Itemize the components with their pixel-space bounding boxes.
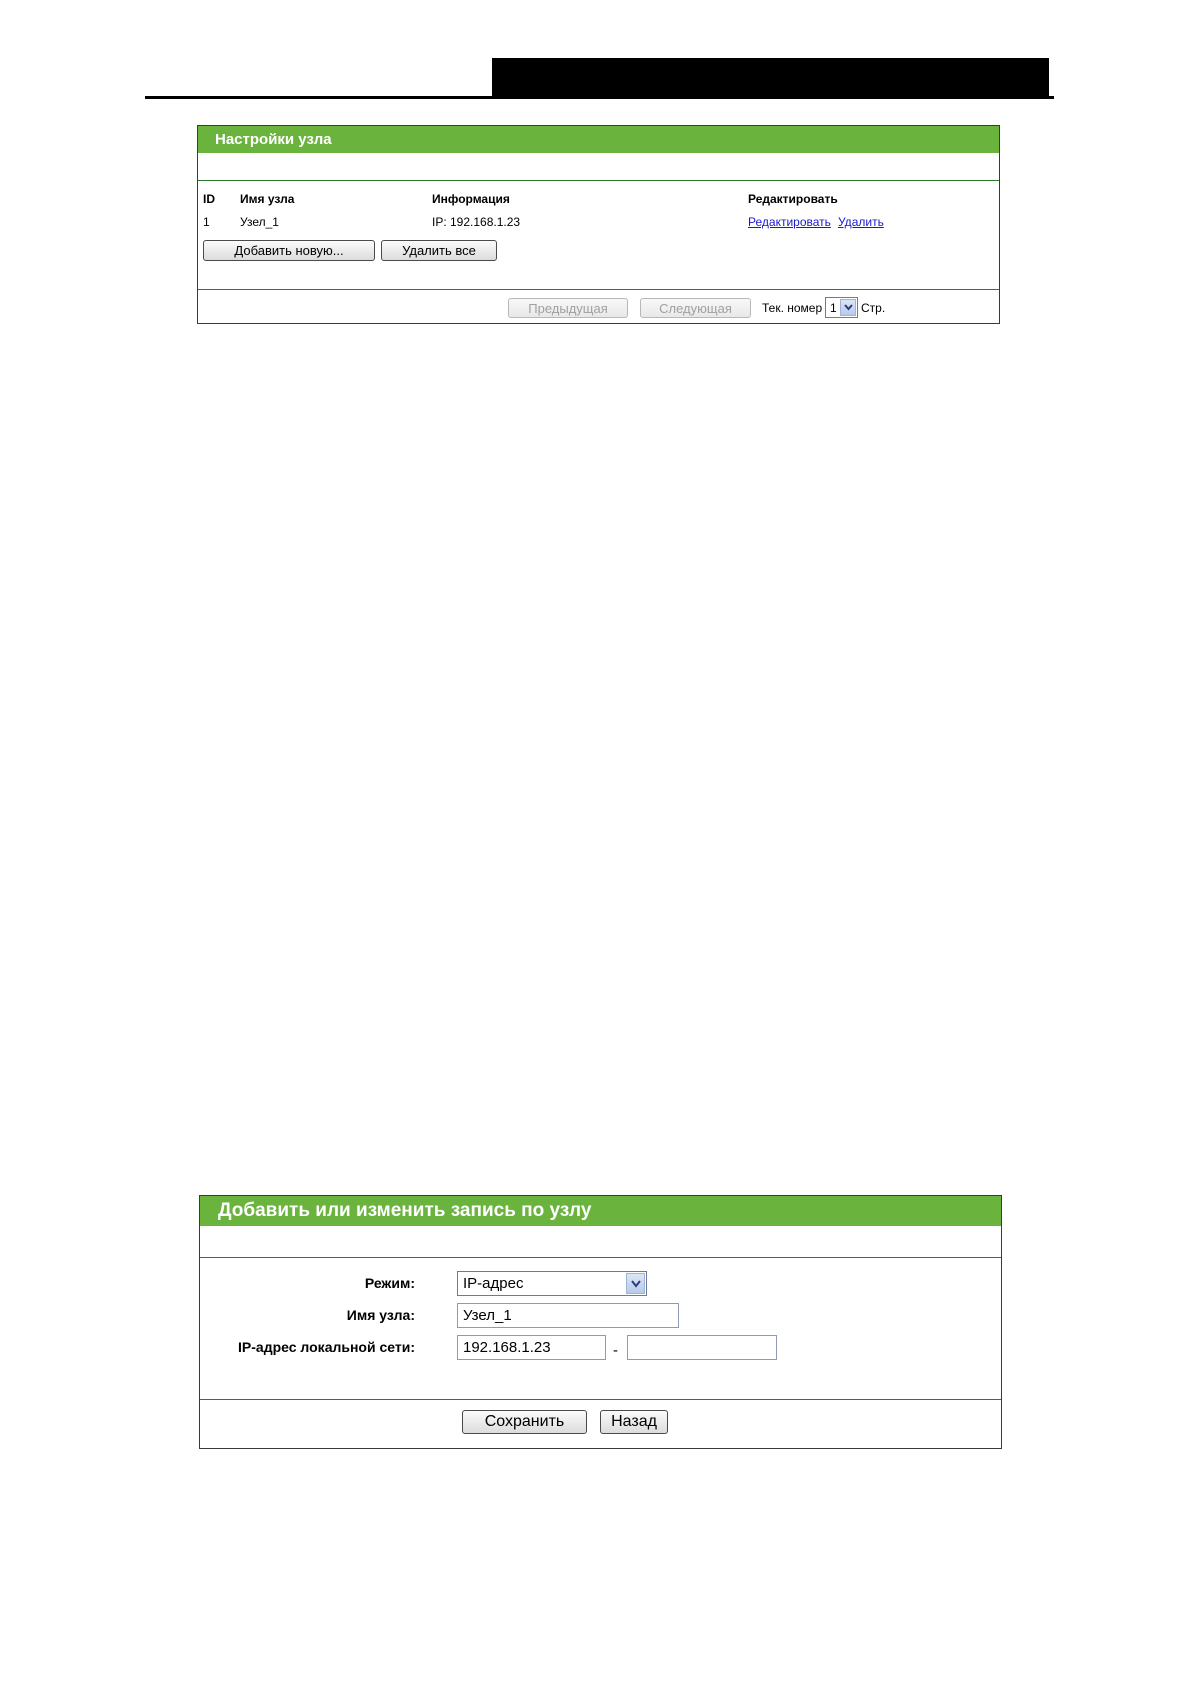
separator [200,1257,1001,1258]
column-header-edit: Редактировать [748,192,838,206]
separator [198,180,999,181]
delete-link[interactable]: Удалить [838,215,884,229]
edit-link[interactable]: Редактировать [748,215,831,229]
row-info: IP: 192.168.1.23 [432,215,521,229]
page-suffix-label: Стр. [861,301,886,315]
page-header-line [145,96,1054,99]
column-header-id: ID [203,192,215,206]
back-button[interactable]: Назад [600,1410,668,1434]
column-header-name: Имя узла [240,192,295,206]
separator [200,1399,1001,1400]
host-settings-panel [197,125,1000,324]
mode-label: Режим: [364,1275,415,1291]
host-name-input[interactable] [457,1303,679,1328]
row-name: Узел_1 [240,215,279,229]
page-header-bar [492,58,1049,97]
chevron-down-icon[interactable] [626,1273,645,1294]
page-number-value: 1 [830,301,837,315]
mode-value: IP-адрес [463,1275,524,1292]
row-id: 1 [203,215,210,229]
column-header-info: Информация [432,192,510,206]
ip-end-input[interactable] [627,1335,777,1360]
mode-select[interactable] [457,1271,647,1296]
chevron-down-icon[interactable] [840,299,856,316]
panel-title: Настройки узла [198,126,999,153]
next-button[interactable]: Следующая [640,298,751,318]
panel-title: Добавить или изменить запись по узлу [200,1196,1001,1226]
page-number-label: Тек. номер [762,301,823,315]
previous-button[interactable]: Предыдущая [508,298,628,318]
lan-ip-label: IP-адрес локальной сети: [238,1339,415,1355]
host-name-label: Имя узла: [346,1307,415,1323]
save-button[interactable]: Сохранить [462,1410,587,1434]
delete-all-button[interactable]: Удалить все [381,240,497,261]
separator [198,289,999,290]
page-header-tick [1046,58,1048,98]
ip-start-input[interactable] [457,1335,606,1360]
host-entry-panel [199,1195,1002,1449]
page-number-select[interactable] [825,297,858,318]
add-new-button[interactable]: Добавить новую... [203,240,375,261]
ip-range-separator: - [613,1342,618,1359]
